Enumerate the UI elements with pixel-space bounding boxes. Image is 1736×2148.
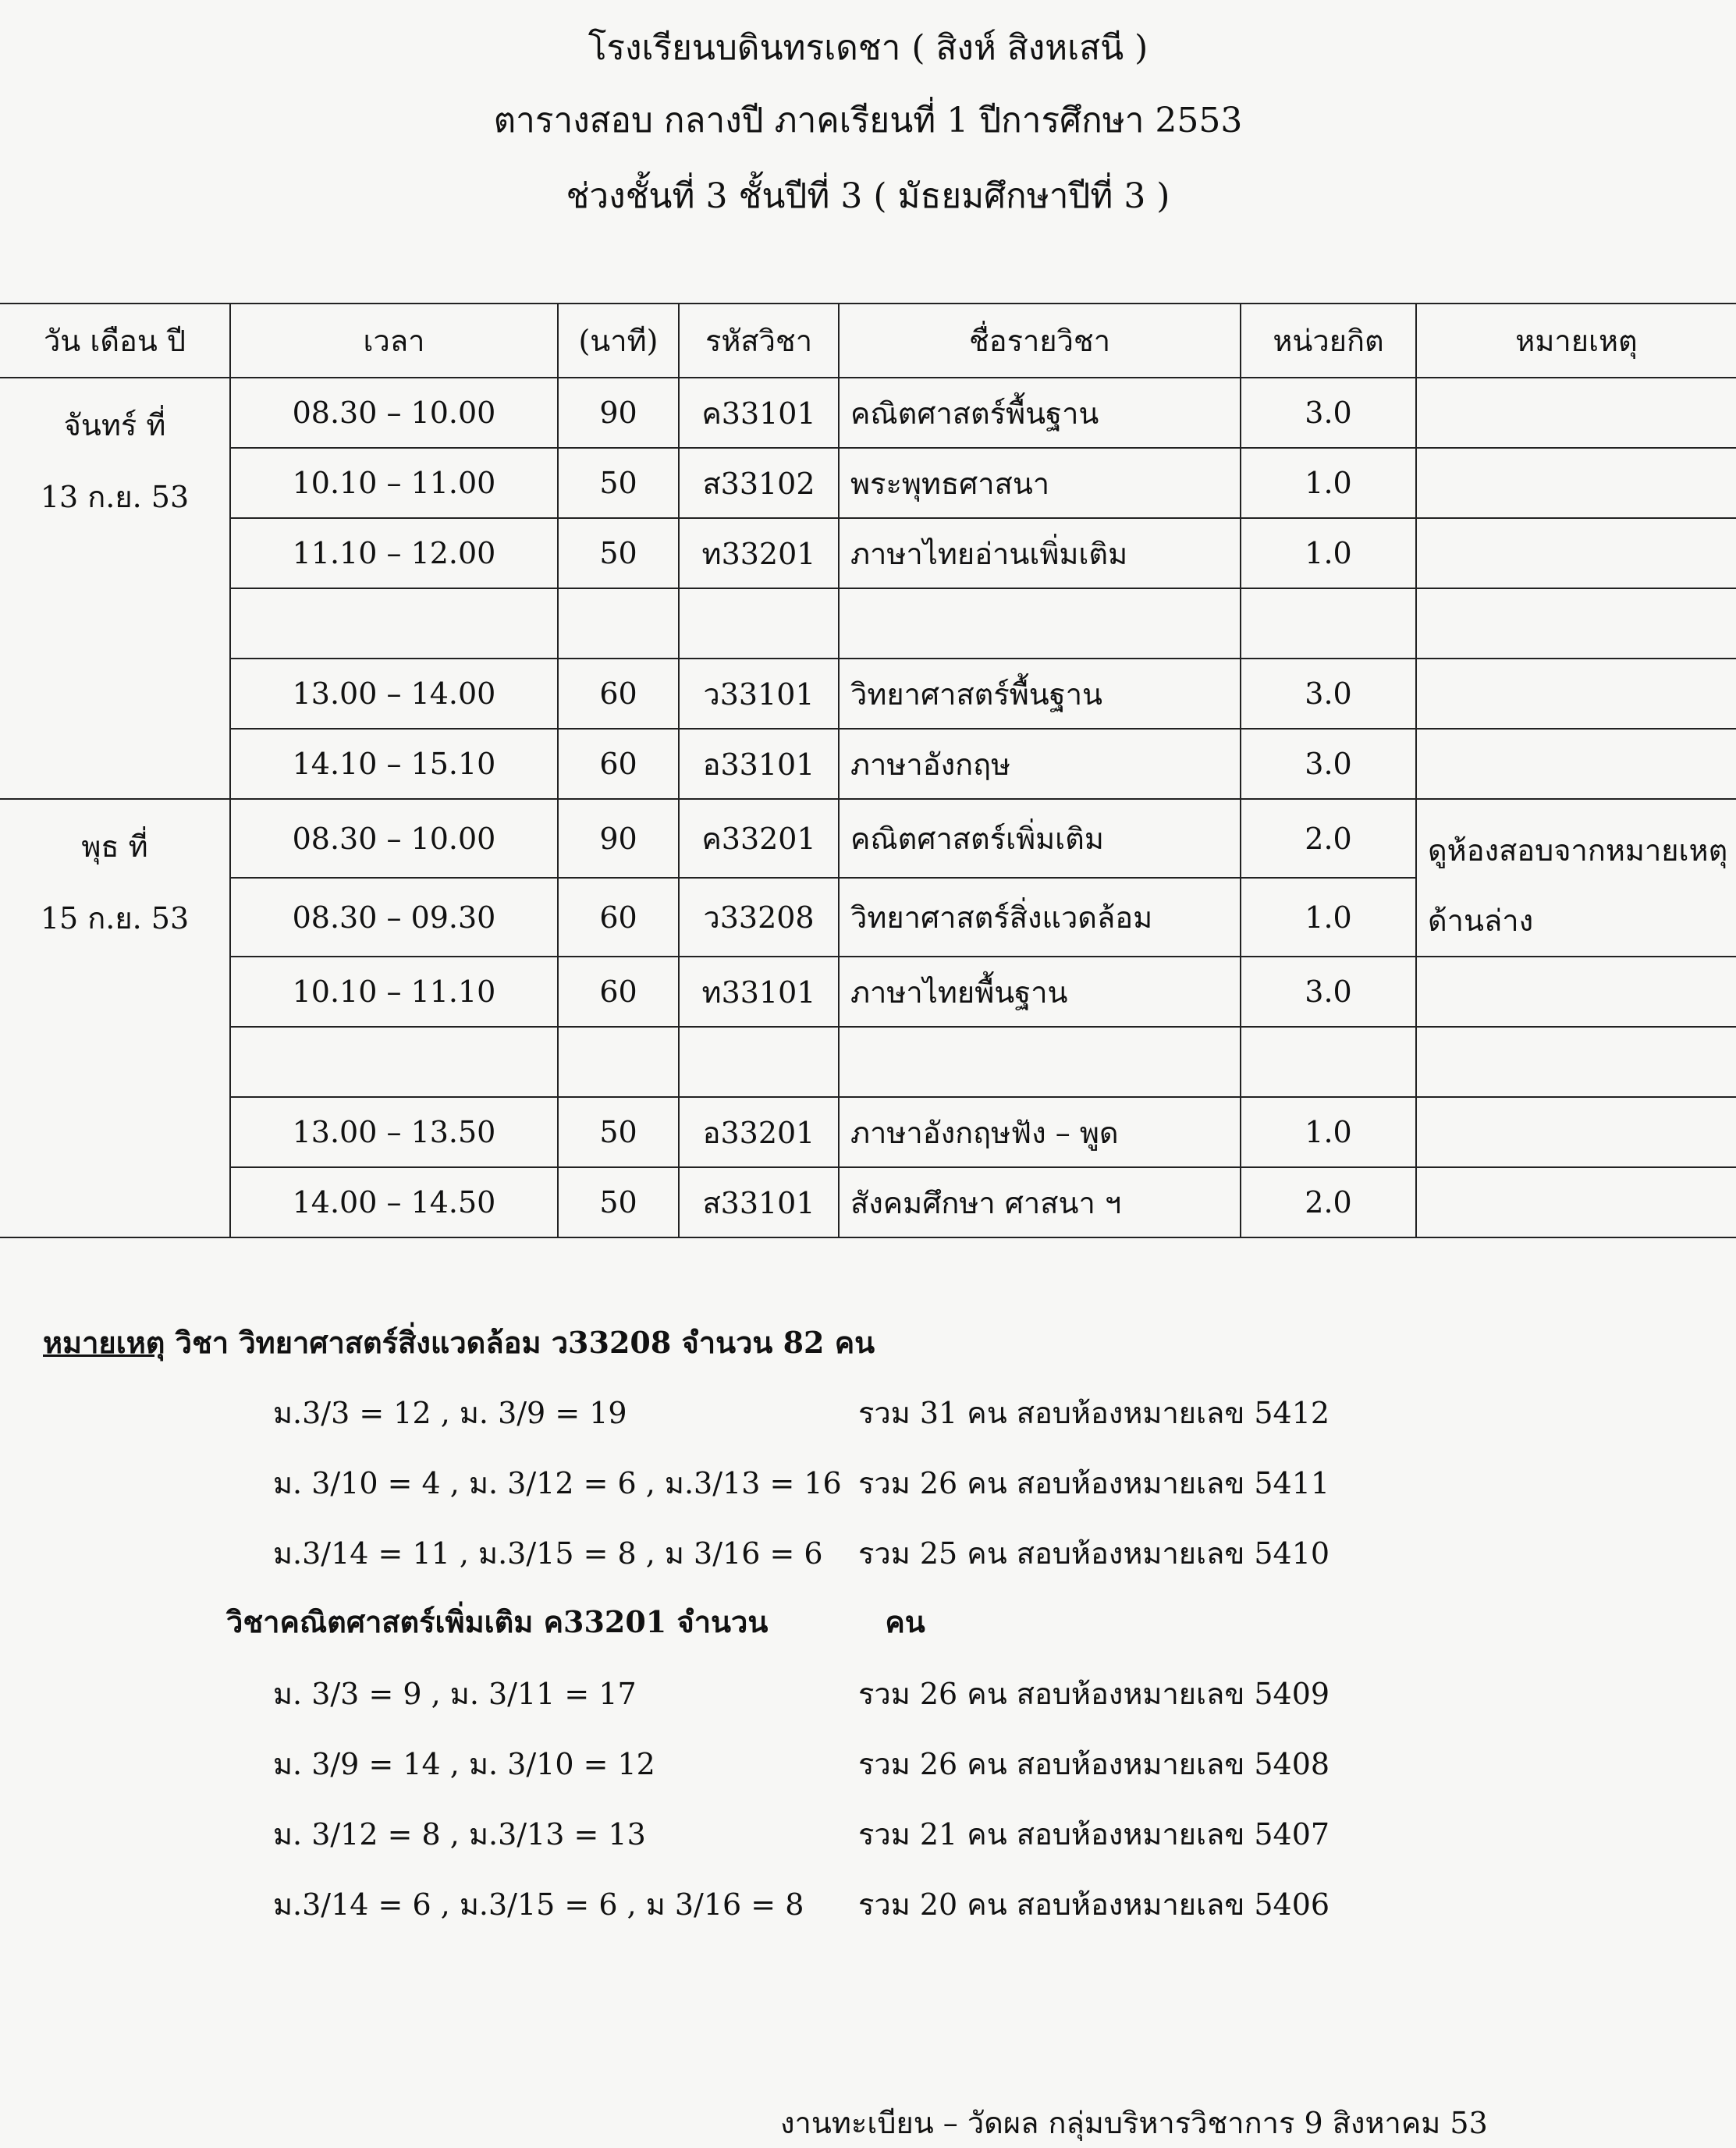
note-classes: ม. 3/12 = 8 , ม.3/13 = 13 bbox=[273, 1817, 646, 1852]
minutes-cell bbox=[558, 588, 679, 659]
note-classes: ม.3/14 = 6 , ม.3/15 = 6 , ม 3/16 = 8 bbox=[273, 1887, 804, 1922]
subject-name-cell: พระพุทธศาสนา bbox=[839, 448, 1241, 518]
subject-name-cell: สังคมศึกษา ศาสนา ฯ bbox=[839, 1167, 1241, 1237]
notes-section-1-title: วิชา วิทยาศาสตร์สิ่งแวดล้อม ว33208 จำนวน 82 คน bbox=[165, 1325, 875, 1360]
day-label: พุธ ที่ bbox=[81, 829, 148, 864]
remark-cell bbox=[1416, 957, 1736, 1027]
credits-cell: 1.0 bbox=[1241, 448, 1416, 518]
notes-heading-1 bbox=[43, 1319, 875, 1366]
col-header-date: วัน เดือน ปี bbox=[0, 304, 230, 378]
subject-name-cell: คณิตศาสตร์เพิ่มเติม bbox=[839, 799, 1241, 878]
table-row bbox=[0, 588, 1736, 659]
subject-name-cell: ภาษาอังกฤษ bbox=[839, 729, 1241, 799]
exam-title: ตารางสอบ กลางปี ภาคเรียนที่ 1 ปีการศึกษา 2553 bbox=[493, 101, 1243, 140]
table-row bbox=[0, 1027, 1736, 1097]
code-cell: ว33101 bbox=[679, 659, 839, 729]
class-level: ช่วงชั้นที่ 3 ชั้นปีที่ 3 ( มัธยมศึกษาปีที่ 3 ) bbox=[566, 176, 1170, 216]
col-header-credits: หน่วยกิต bbox=[1241, 304, 1416, 378]
credits-cell: 1.0 bbox=[1241, 878, 1416, 957]
time-cell: 10.10 – 11.10 bbox=[230, 957, 558, 1027]
remark-cell bbox=[1416, 1097, 1736, 1167]
school-name: โรงเรียนบดินทรเดชา ( สิงห์ สิงหเสนี ) bbox=[588, 28, 1148, 68]
table-row bbox=[0, 729, 1736, 799]
subject-name-cell: ภาษาไทยพื้นฐาน bbox=[839, 957, 1241, 1027]
time-cell: 13.00 – 13.50 bbox=[230, 1097, 558, 1167]
remark-cell bbox=[1416, 659, 1736, 729]
subject-name-cell: วิทยาศาสตร์พื้นฐาน bbox=[839, 659, 1241, 729]
credits-cell: 3.0 bbox=[1241, 729, 1416, 799]
remark-cell bbox=[1416, 448, 1736, 518]
table-row bbox=[0, 799, 1736, 878]
time-cell: 13.00 – 14.00 bbox=[230, 659, 558, 729]
minutes-cell: 50 bbox=[558, 1167, 679, 1237]
code-cell: ท33201 bbox=[679, 518, 839, 588]
note-classes: ม.3/14 = 11 , ม.3/15 = 8 , ม 3/16 = 6 bbox=[273, 1536, 823, 1571]
subject-name-cell: คณิตศาสตร์พื้นฐาน bbox=[839, 378, 1241, 448]
credits-cell: 3.0 bbox=[1241, 378, 1416, 448]
code-cell: อ33201 bbox=[679, 1097, 839, 1167]
code-cell: ส33101 bbox=[679, 1167, 839, 1237]
date-label: 13 ก.ย. 53 bbox=[40, 480, 190, 514]
table-row bbox=[0, 957, 1736, 1027]
remark-cell bbox=[1416, 588, 1736, 659]
code-cell: อ33101 bbox=[679, 729, 839, 799]
time-cell: 10.10 – 11.00 bbox=[230, 448, 558, 518]
remark-cell bbox=[1416, 518, 1736, 588]
credits-cell: 1.0 bbox=[1241, 1097, 1416, 1167]
time-cell bbox=[230, 1027, 558, 1097]
credits-cell bbox=[1241, 588, 1416, 659]
footer-signature: งานทะเบียน – วัดผล กลุ่มบริหารวิชาการ 9 สิงหาคม 53 bbox=[780, 2106, 1488, 2140]
code-cell: ส33102 bbox=[679, 448, 839, 518]
notes-section-2-title: วิชาคณิตศาสตร์เพิ่มเติม ค33201 จำนวน bbox=[226, 1604, 769, 1639]
exam-schedule-table bbox=[0, 303, 1736, 1238]
credits-cell: 3.0 bbox=[1241, 957, 1416, 1027]
note-summary: รวม 26 คน สอบห้องหมายเลข 5409 bbox=[858, 1677, 1330, 1711]
subject-name-cell bbox=[839, 588, 1241, 659]
minutes-cell: 60 bbox=[558, 729, 679, 799]
table-row bbox=[0, 1167, 1736, 1237]
note-summary: รวม 31 คน สอบห้องหมายเลข 5412 bbox=[858, 1396, 1330, 1430]
credits-cell bbox=[1241, 1027, 1416, 1097]
subject-name-cell: วิทยาศาสตร์สิ่งแวดล้อม bbox=[839, 878, 1241, 957]
time-cell: 11.10 – 12.00 bbox=[230, 518, 558, 588]
day-label: จันทร์ ที่ bbox=[63, 408, 166, 442]
notes-section-2-unit: คน bbox=[885, 1604, 925, 1639]
note-summary: รวม 25 คน สอบห้องหมายเลข 5410 bbox=[858, 1536, 1330, 1571]
time-cell: 08.30 – 09.30 bbox=[230, 878, 558, 957]
code-cell bbox=[679, 1027, 839, 1097]
time-cell: 14.00 – 14.50 bbox=[230, 1167, 558, 1237]
date-cell bbox=[0, 799, 230, 1237]
remark-cell bbox=[1416, 729, 1736, 799]
col-header-name: ชื่อรายวิชา bbox=[839, 304, 1241, 378]
time-cell: 08.30 – 10.00 bbox=[230, 378, 558, 448]
code-cell: ค33201 bbox=[679, 799, 839, 878]
minutes-cell: 50 bbox=[558, 1097, 679, 1167]
table-row bbox=[0, 518, 1736, 588]
minutes-cell: 60 bbox=[558, 659, 679, 729]
minutes-cell: 90 bbox=[558, 799, 679, 878]
col-header-time: เวลา bbox=[230, 304, 558, 378]
note-summary: รวม 21 คน สอบห้องหมายเลข 5407 bbox=[858, 1817, 1330, 1852]
subject-name-cell bbox=[839, 1027, 1241, 1097]
code-cell bbox=[679, 588, 839, 659]
credits-cell: 2.0 bbox=[1241, 799, 1416, 878]
table-row bbox=[0, 448, 1736, 518]
note-classes: ม. 3/9 = 14 , ม. 3/10 = 12 bbox=[273, 1747, 655, 1781]
minutes-cell: 60 bbox=[558, 878, 679, 957]
minutes-cell: 50 bbox=[558, 518, 679, 588]
code-cell: ค33101 bbox=[679, 378, 839, 448]
col-header-remark: หมายเหตุ bbox=[1416, 304, 1736, 378]
date-cell bbox=[0, 378, 230, 799]
remark-cell bbox=[1416, 1027, 1736, 1097]
minutes-cell bbox=[558, 1027, 679, 1097]
credits-cell: 1.0 bbox=[1241, 518, 1416, 588]
subject-name-cell: ภาษาอังกฤษฟัง – พูด bbox=[839, 1097, 1241, 1167]
minutes-cell: 90 bbox=[558, 378, 679, 448]
time-cell: 08.30 – 10.00 bbox=[230, 799, 558, 878]
time-cell bbox=[230, 588, 558, 659]
col-header-code: รหัสวิชา bbox=[679, 304, 839, 378]
subject-name-cell: ภาษาไทยอ่านเพิ่มเติม bbox=[839, 518, 1241, 588]
note-summary: รวม 26 คน สอบห้องหมายเลข 5411 bbox=[858, 1466, 1330, 1500]
minutes-cell: 50 bbox=[558, 448, 679, 518]
credits-cell: 3.0 bbox=[1241, 659, 1416, 729]
note-summary: รวม 26 คน สอบห้องหมายเลข 5408 bbox=[858, 1747, 1330, 1781]
time-cell: 14.10 – 15.10 bbox=[230, 729, 558, 799]
remark-cell bbox=[1416, 378, 1736, 448]
table-row bbox=[0, 659, 1736, 729]
table-row bbox=[0, 378, 1736, 448]
notes-heading-2 bbox=[226, 1598, 925, 1646]
table-row bbox=[0, 1097, 1736, 1167]
note-classes: ม. 3/3 = 9 , ม. 3/11 = 17 bbox=[273, 1677, 637, 1711]
minutes-cell: 60 bbox=[558, 957, 679, 1027]
note-classes: ม. 3/10 = 4 , ม. 3/12 = 6 , ม.3/13 = 16 bbox=[273, 1466, 842, 1500]
code-cell: ท33101 bbox=[679, 957, 839, 1027]
credits-cell: 2.0 bbox=[1241, 1167, 1416, 1237]
date-label: 15 ก.ย. 53 bbox=[40, 901, 190, 936]
notes-label: หมายเหตุ bbox=[43, 1325, 165, 1360]
remark-cell: ดูห้องสอบจากหมายเหตุด้านล่าง bbox=[1416, 799, 1736, 957]
code-cell: ว33208 bbox=[679, 878, 839, 957]
remark-cell bbox=[1416, 1167, 1736, 1237]
table-header-row bbox=[0, 304, 1736, 378]
col-header-minutes: (นาที) bbox=[558, 304, 679, 378]
note-classes: ม.3/3 = 12 , ม. 3/9 = 19 bbox=[273, 1396, 627, 1430]
note-summary: รวม 20 คน สอบห้องหมายเลข 5406 bbox=[858, 1887, 1330, 1922]
